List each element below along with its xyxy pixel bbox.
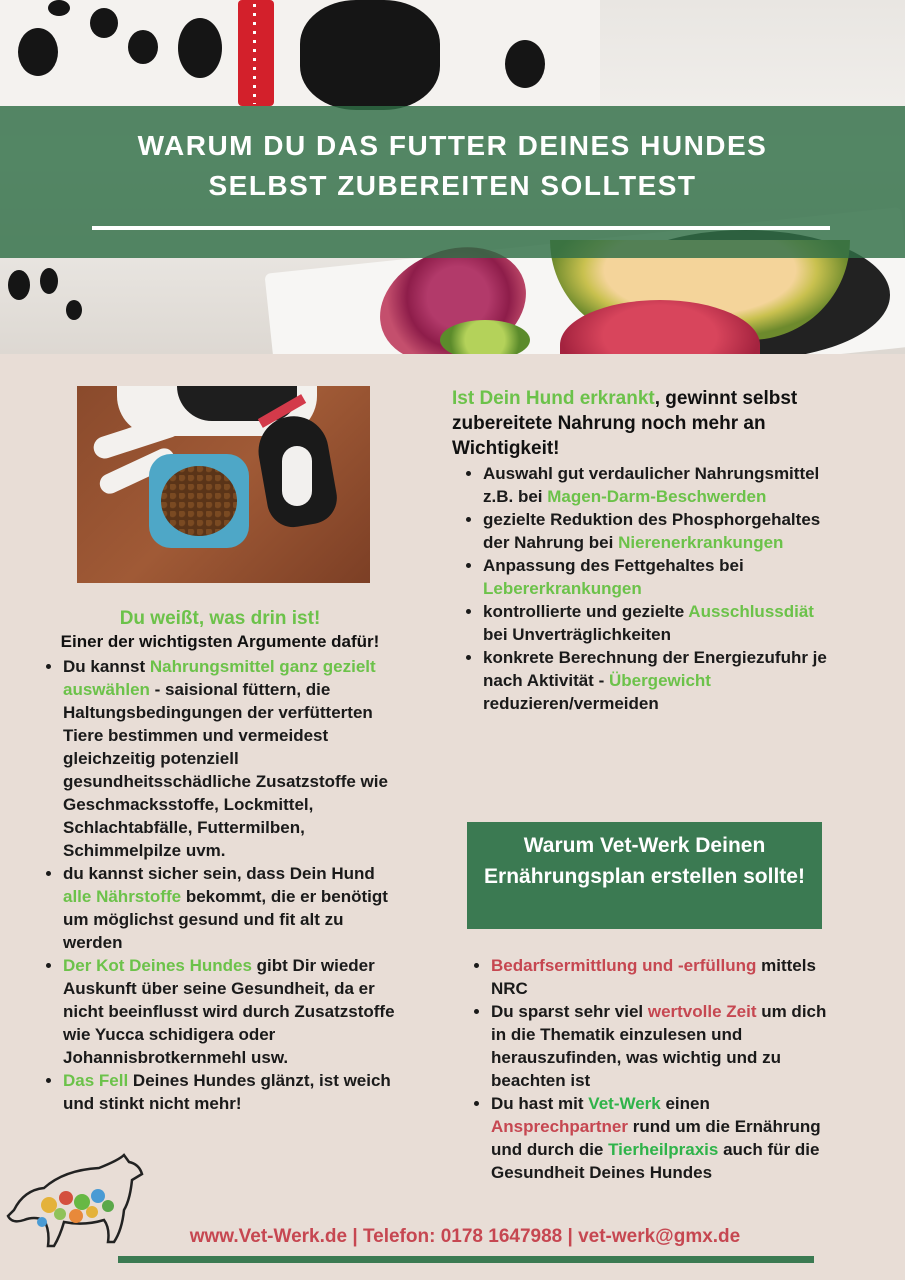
hero-photo (0, 0, 905, 354)
cta-box (467, 822, 822, 929)
list-item: • Das Fell Deines Hundes glänzt, ist weich und stinkt nicht mehr! (63, 1069, 406, 1115)
cta-text: Warum Vet-Werk Deinen Ernährungsplan erstellen sollte! (484, 834, 805, 888)
list-item: • Der Kot Deines Hundes gibt Dir wieder Auskunft über seine Gesundheit, da er nicht beeinflusst wird durch Zusatzstoffe wie Yucca schidigera oder Johannisbrotkernmehl usw. (63, 954, 406, 1069)
list-item: • Auswahl gut verdaulicher Nahrungsmittel z.B. bei Magen-Darm-Beschwerden (483, 462, 841, 508)
left-heading: Du weißt, was drin ist! (119, 608, 321, 629)
right-intro: Ist Dein Hund erkrankt, gewinnt selbst zubereitete Nahrung noch mehr an Wichtigkeit! (452, 388, 798, 459)
list-item: • konkrete Berechnung der Energiezufuhr je nach Aktivität - Übergewicht reduzieren/vermeiden (483, 646, 841, 715)
dog-fur-decoration (0, 0, 600, 110)
vet-werk-benefits-list (469, 954, 839, 1184)
left-benefits-list (41, 655, 406, 1115)
list-item: • Du kannst Nahrungsmittel ganz gezielt auswählen - saisional füttern, die Haltungsbedingungen der verfütterten Tiere bestimmen und vermeidest gleichzeitig potenziell gesundheitsschädliche Zusatzstoffe wie Geschmacksstoffe, Lockmittel, Schlachtabfälle, Futtermilben, Schimmelpilze uvm. (63, 655, 406, 862)
page-title (40, 126, 865, 206)
list-item: • Anpassung des Fettgehaltes bei Lebererkrankungen (483, 554, 841, 600)
kiwi-decoration (440, 320, 530, 354)
list-item: • Bedarfsermittlung und -erfüllung mittels NRC (491, 954, 839, 1000)
title-underline (92, 226, 830, 230)
dog-with-bowl-photo (77, 386, 370, 583)
footer-contact: www.Vet-Werk.de | Telefon: 0178 1647988 | vet-werk@gmx.de (189, 1226, 741, 1247)
collar-decoration (238, 0, 274, 106)
title-banner (0, 106, 905, 258)
page-title-line2: SELBST ZUBEREITEN SOLLTEST (208, 170, 697, 201)
left-subheading: Einer der wichtigsten Argumente dafür! (60, 632, 380, 651)
page-title-line1: WARUM DU DAS FUTTER DEINES HUNDES (137, 130, 768, 161)
list-item: • Du hast mit Vet-Werk einen Ansprechpartner rund um die Ernährung und durch die Tierheilpraxis auch für die Gesundheit Deines Hundes (491, 1092, 839, 1184)
illness-benefits-list (461, 462, 841, 715)
list-item: • kontrollierte und gezielte Ausschlussdiät bei Unverträglichkeiten (483, 600, 841, 646)
footer-divider (118, 1256, 814, 1263)
list-item: • Du sparst sehr viel wertvolle Zeit um dich in die Thematik einzulesen und herauszufinden, was wichtig und zu beachten ist (491, 1000, 839, 1092)
list-item: • du kannst sicher sein, dass Dein Hund alle Nährstoffe bekommt, die er benötigt um möglichst gesund und fit alt zu werden (63, 862, 406, 954)
list-item: • gezielte Reduktion des Phosphorgehaltes der Nahrung bei Nierenerkrankungen (483, 508, 841, 554)
